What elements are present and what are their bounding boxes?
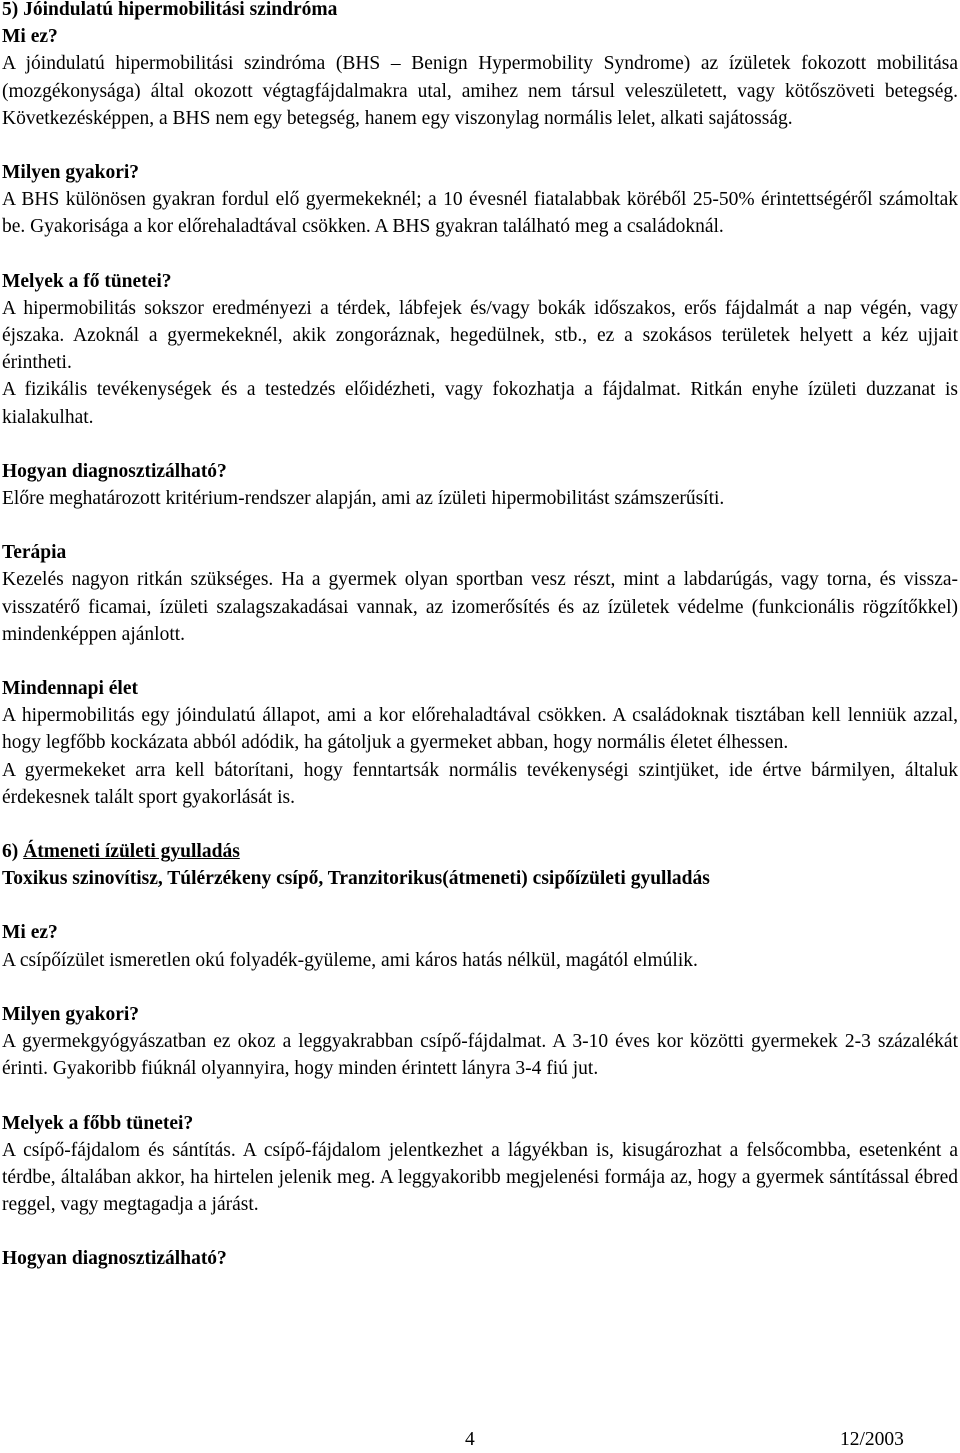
spacer [2, 1218, 958, 1245]
spacer [2, 132, 958, 159]
paragraph-frequency: A BHS különösen gyakran fordul elő gyermekeknél; a 10 évesnél fiatalabbak köréből 25-50% érintettségéről számoltak be. Gyakorisága a kor előrehaladtával csökken. A BHS gyakran található meg a családoknál. [2, 189, 958, 238]
section-6-subtitle: Toxikus szinovítisz, Túlérzékeny csípő, Tranzitorikus(átmeneti) csipőízületi gyulladás [2, 868, 710, 890]
paragraph-daily-life-2: A gyermekeket arra kell bátorítani, hogy fenntartsák normális tevékenységi szintjüket, ide értve bármilyen, általuk érdekesnek talált sport gyakorlását is. [2, 759, 958, 808]
heading-frequency-6: Milyen gyakori? [2, 1003, 140, 1025]
heading-what-is-it: Mi ez? [2, 26, 58, 48]
spacer [2, 648, 958, 675]
section-6-title-text: Átmeneti ízületi gyulladás [23, 841, 240, 863]
spacer [2, 512, 958, 539]
section-6-number: 6) [2, 841, 24, 863]
paragraph-therapy: Kezelés nagyon ritkán szükséges. Ha a gyermek olyan sportban vesz részt, mint a labdarúgás, vagy torna, és vissza-visszatérő ficamai, ízületi szalagszakadásai vannak, az izomerősítés és az ízületek védelme (funkcionális rögzítőkkel) mindenképpen ajánlott. [2, 569, 958, 645]
spacer [2, 431, 958, 458]
spacer [2, 811, 958, 838]
heading-what-is-it-6: Mi ez? [2, 922, 58, 944]
spacer [2, 974, 958, 1001]
paragraph-symptoms: A hipermobilitás sokszor eredményezi a térdek, lábfejek és/vagy bokák időszakos, erős fájdalmát a nap végén, vagy éjszaka. Azoknál a gyermekeknél, akik zongoráznak, hegedülnek, stb., ez a szokásos területek helyett a kéz ujjait érintheti. [2, 297, 958, 374]
footer-date: 12/2003 [840, 1429, 904, 1450]
spacer [2, 1083, 958, 1110]
paragraph-daily-life: A hipermobilitás egy jóindulatú állapot, ami a kor előrehaladtával csökken. A családoknak tisztában kell lenniük azzal, hogy legfőbb kockázata abból adódik, ha gátoljuk a gyermeket abban, hogy normális életet élhessen. [2, 705, 958, 754]
spacer [2, 892, 958, 919]
paragraph-symptoms-6: A csípő-fájdalom és sántítás. A csípő-fájdalom jelentkezhet a lágyékban is, kisugározhat a felsőcombba, esetenként a térdbe, általában akkor, ha hirtelen jelenik meg. A leggyakoribb megjelenési formája az, hogy a gyermek sántítással ébred reggel, vagy megtagadja a járást. [2, 1139, 958, 1216]
paragraph-definition-6: A csípőízület ismeretlen okú folyadék-gyüleme, ami káros hatás nélkül, magától elmúlik. [2, 949, 698, 971]
heading-symptoms-6: Melyek a főbb tünetei? [2, 1112, 194, 1134]
paragraph-diagnosis: Előre meghatározott kritérium-rendszer alapján, ami az ízületi hipermobilitást számszerűsíti. [2, 488, 725, 510]
page-footer [0, 1426, 960, 1453]
section-5-title: 5) Jóindulatú hipermobilitási szindróma [2, 0, 338, 20]
heading-therapy: Terápia [2, 542, 67, 564]
heading-daily-life: Mindennapi élet [2, 678, 138, 700]
heading-diagnosis-6: Hogyan diagnosztizálható? [2, 1248, 227, 1270]
page-number: 4 [465, 1429, 475, 1450]
heading-symptoms: Melyek a fő tünetei? [2, 270, 172, 292]
paragraph-frequency-6: A gyermekgyógyászatban ez okoz a leggyakrabban csípő-fájdalmat. A 3-10 éves kor közötti gyermekek 2-3 százalékát érinti. Gyakoribb fiúknál olyannyira, hogy minden érintett lányra 3-4 fiú jut. [2, 1031, 958, 1080]
heading-frequency: Milyen gyakori? [2, 162, 140, 184]
spacer [2, 241, 958, 268]
document-body [2, 0, 958, 1273]
heading-diagnosis: Hogyan diagnosztizálható? [2, 460, 227, 482]
section-6-title [2, 838, 958, 865]
paragraph-definition: A jóindulatú hipermobilitási szindróma (BHS – Benign Hypermobility Syndrome) az ízületek fokozott mobilitása (mozgékonysága) által okozott végtagfájdalmakra utal, amihez nem társul veleszületett, vagy kötőszöveti betegség. Következésképpen, a BHS nem egy betegség, hanem egy viszonylag normális lelet, alkati sajátosság. [2, 53, 958, 129]
paragraph-symptoms-2: A fizikális tevékenységek és a testedzés előidézheti, vagy fokozhatja a fájdalmat. Ritkán enyhe ízületi duzzanat is kialakulhat. [2, 379, 958, 428]
